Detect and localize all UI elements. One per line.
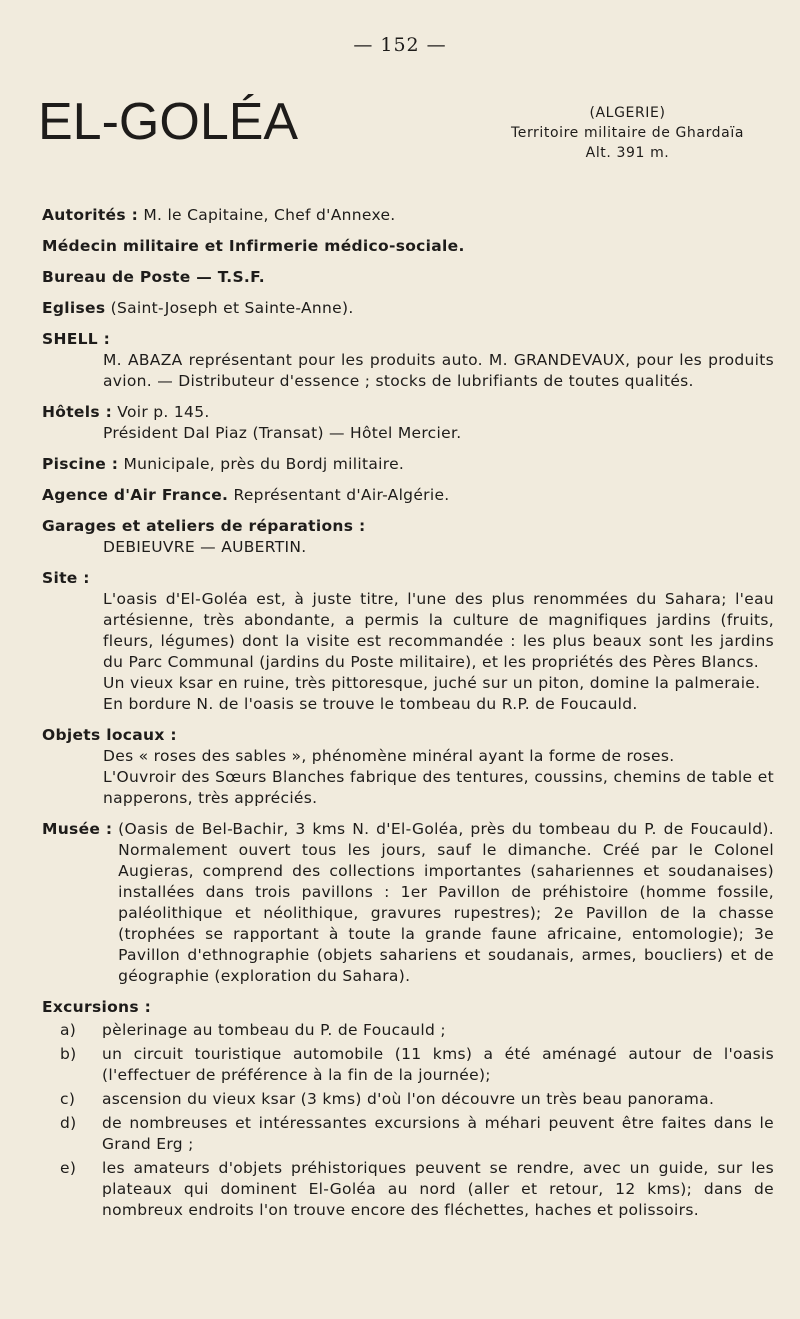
item-letter: e) <box>60 1159 77 1177</box>
entry-label: Garages et ateliers de réparations : <box>42 517 366 535</box>
entry-label: Excursions : <box>42 998 152 1016</box>
entry-body <box>42 746 774 809</box>
entry-text: Représentant d'Air-Algérie. <box>228 486 450 504</box>
entry-label: Autorités : <box>42 206 139 224</box>
entry-label: Bureau de Poste — T.S.F. <box>42 268 265 286</box>
guide-body <box>42 205 774 1231</box>
list-item <box>60 1089 774 1110</box>
entry-medecin <box>42 236 774 257</box>
entry-garages <box>42 516 774 558</box>
entry-label: Piscine : <box>42 455 119 473</box>
entry-poste <box>42 267 774 288</box>
item-text: de nombreuses et intéressantes excursions à méhari peuvent être faites dans le Grand Erg ; <box>102 1114 774 1153</box>
item-letter: b) <box>60 1045 77 1063</box>
entry-text: Voir p. 145. <box>112 403 210 421</box>
entry-label: Médecin militaire et Infirmerie médico-sociale. <box>42 237 465 255</box>
entry-piscine <box>42 454 774 475</box>
entry-text: M. ABAZA représentant pour les produits auto. M. GRANDEVAUX, pour les produits avion. — Distributeur d'essence ; stocks de lubrifiants de toutes qualités. <box>103 351 774 390</box>
paragraph: En bordure N. de l'oasis se trouve le tombeau du R.P. de Foucauld. <box>103 695 638 713</box>
entry-objets <box>42 725 774 809</box>
list-item <box>60 1044 774 1086</box>
list-item <box>60 1158 774 1221</box>
item-letter: d) <box>60 1114 77 1132</box>
entry-label: SHELL : <box>42 330 111 348</box>
entry-label: Eglises <box>42 299 106 317</box>
entry-agence <box>42 485 774 506</box>
entry-text: (Oasis de Bel-Bachir, 3 kms N. d'El-Goléa, près du tombeau du P. de Foucauld). Normalement ouvert tous les jours, sauf le dimanche. Créé par le Colonel Augieras, comprend des collections importantes (sahariennes et soudanaises) installées dans trois pavillons : 1er Pavillon de préhistoire (homme fossile, paléolithique et néolithique, gravures rupestres); 2e Pavillon de la chasse (trophées se rapportant à toute la grande faune africaine, entomologie); 3e Pavillon d'ethnographie (objets sahariens et soudanais, armes, boucliers) et de géographie (exploration du Sahara). <box>118 820 774 985</box>
paragraph: L'Ouvroir des Sœurs Blanches fabrique des tentures, coussins, chemins de table et napperons, très appréciés. <box>103 768 774 807</box>
entry-autorites <box>42 205 774 226</box>
entry-label: Hôtels : <box>42 403 113 421</box>
entry-label: Objets locaux : <box>42 726 177 744</box>
item-text: pèlerinage au tombeau du P. de Foucauld ; <box>102 1021 446 1039</box>
paragraph: Des « roses des sables », phénomène minéral ayant la forme de roses. <box>103 747 675 765</box>
country-label: (ALGERIE) <box>589 105 666 121</box>
entry-eglises <box>42 298 774 319</box>
territory-label: Territoire militaire de Ghardaïa <box>510 125 745 141</box>
entry-site <box>42 568 774 715</box>
entry-hotels <box>42 402 774 444</box>
entry-label: Site : <box>42 569 90 587</box>
item-letter: a) <box>60 1021 77 1039</box>
entry-text: (Saint-Joseph et Sainte-Anne). <box>105 299 354 317</box>
entry-text: M. le Capitaine, Chef d'Annexe. <box>138 206 396 224</box>
entry-label: Musée : <box>42 820 119 838</box>
item-letter: c) <box>60 1090 76 1108</box>
paragraph: L'oasis d'El-Goléa est, à juste titre, l'une des plus renommées du Sahara; l'eau artésienne, très abondante, a permis la culture de magnifiques jardins (fruits, fleurs, légumes) dont la visite est recommandée : les plus beaux sont les jardins du Parc Communal (jardins du Poste militaire), et les propriétés des Pères Blancs. <box>103 590 774 671</box>
altitude-label: Alt. 391 m. <box>585 145 670 161</box>
entry-text-line2: Président Dal Piaz (Transat) — Hôtel Mercier. <box>103 424 462 442</box>
region-block <box>460 103 795 163</box>
item-text: un circuit touristique automobile (11 kms) a été aménagé autour de l'oasis (l'effectuer de préférence à la fin de la journée); <box>102 1045 774 1084</box>
list-item <box>60 1020 774 1041</box>
list-item <box>60 1113 774 1155</box>
entry-excursions <box>42 997 774 1221</box>
item-text: ascension du vieux ksar (3 kms) d'où l'on découvre un très beau panorama. <box>102 1090 715 1108</box>
excursion-list <box>42 1020 774 1221</box>
entry-label: Agence d'Air France. <box>42 486 229 504</box>
entry-text: Municipale, près du Bordj militaire. <box>118 455 405 473</box>
item-text: les amateurs d'objets préhistoriques peuvent se rendre, avec un guide, sur les plateaux qui dominent El-Goléa au nord (aller et retour, 12 kms); dans de nombreux endroits l'on trouve encore des fléchettes, haches et polissoirs. <box>102 1159 774 1219</box>
entry-musee <box>42 819 774 987</box>
paragraph: Un vieux ksar en ruine, très pittoresque, juché sur un piton, domine la palmeraie. <box>103 674 761 692</box>
entry-text: DEBIEUVRE — AUBERTIN. <box>103 538 307 556</box>
page-title: EL-GOLÉA <box>38 93 299 151</box>
entry-shell <box>42 329 774 392</box>
page-number: — 152 — <box>353 34 447 56</box>
entry-body <box>42 589 774 715</box>
